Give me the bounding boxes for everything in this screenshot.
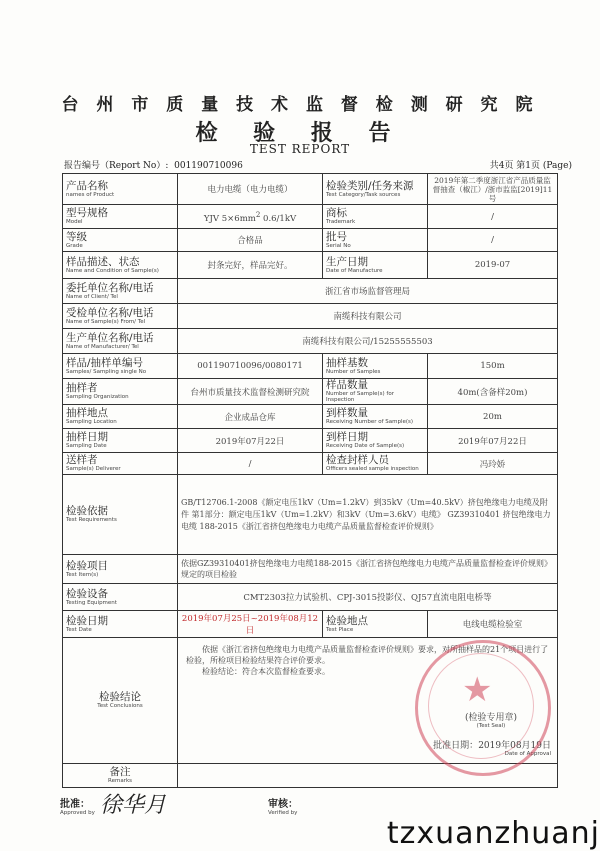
table-row — [63, 429, 558, 453]
field-label: 抽样地点 — [66, 407, 108, 419]
table-row — [63, 611, 558, 638]
report-subtitle: TEST REPORT — [249, 142, 351, 156]
label-cell — [63, 229, 178, 252]
label-cell — [323, 611, 428, 638]
field-label-en: Sampling Organization — [66, 394, 129, 400]
label-cell — [63, 405, 178, 429]
field-label-en: Receiving Date of Sample(s) — [326, 443, 405, 449]
report-number — [64, 158, 243, 171]
requirements-value: GB/T12706.1-2008《额定电压1kV（Um=1.2kV）到35kV（Um=40.5kV）挤包绝缘电力电缆及附件 第1部分：额定电压1kV（Um=1.2kV）和3kV（Um=3.6kV）电缆》 GZ39310401 挤包绝缘电力电缆 188-2015《浙江省挤包绝缘电力电缆产品质量监督检查评价规则》 — [178, 475, 558, 555]
table-row — [63, 229, 558, 252]
label-cell — [63, 279, 178, 304]
field-label: 受检单位名称/电话 — [66, 306, 154, 319]
field-label-en: Testing Equipment — [66, 599, 117, 606]
label-cell — [63, 638, 178, 764]
label-cell — [63, 379, 178, 405]
field-label: 检验类别/任务来源 — [326, 179, 414, 192]
label-cell — [63, 429, 178, 453]
sampling-date-value: 2019年07月22日 — [178, 429, 323, 453]
field-label-en: Officers sealed sample inspection — [326, 466, 419, 472]
field-label-en: Trademark — [326, 219, 356, 225]
label-cell — [323, 453, 428, 475]
test-place-value: 电线电缆检验室 — [428, 611, 558, 638]
seal-label-cn: (检验专用章) — [464, 713, 517, 723]
approved-label: 批准： — [60, 799, 90, 810]
table-row — [63, 379, 558, 405]
field-label-en: Grade — [66, 242, 83, 249]
field-label-en: Samples/ Sampling single No — [66, 368, 147, 375]
field-label: 商标 — [326, 207, 347, 219]
field-label: 抽样者 — [66, 382, 98, 394]
field-label: 检验日期 — [66, 614, 108, 627]
field-label-en: names of Product — [66, 191, 115, 198]
page-info: 共4页 第1页 (Page) — [489, 161, 572, 171]
inspected-unit-value: 南缆科技有限公司 — [178, 304, 558, 329]
table-row — [63, 174, 558, 205]
table-row — [63, 475, 558, 555]
model-value-voltage: 0.6/1kV — [260, 213, 297, 224]
sample-qty-value: 40m(含备样20m) — [428, 379, 558, 405]
field-label: 检验设备 — [66, 587, 108, 600]
field-label: 送样者 — [66, 454, 98, 466]
arrival-date-value: 2019年07月22日 — [428, 429, 558, 453]
items-value: 依据GZ39310401挤包绝缘电力电缆188-2015《浙江省挤包绝缘电力电缆产品质量监督检查评价规则》规定的项目检验 — [178, 555, 558, 584]
field-label-en: Test Conclusions — [97, 703, 143, 709]
seal-star-icon: ★ — [462, 670, 493, 710]
field-label-en: Name of Manufacturer/ Tel — [66, 343, 139, 350]
label-cell — [63, 611, 178, 638]
label-cell — [323, 174, 428, 205]
field-label: 样品描述、状态 — [66, 255, 140, 268]
table-row — [63, 405, 558, 429]
field-label: 样品/抽样单编号 — [66, 356, 144, 369]
field-label-en: Name and Condition of Sample(s) — [66, 267, 159, 274]
table-row — [63, 329, 558, 354]
client-value: 浙江省市场监督管理局 — [178, 279, 558, 304]
report-number-label: 报告编号（Report No）: — [64, 161, 169, 171]
sample-desc-value: 封条完好，样品完好。 — [178, 252, 323, 279]
conclusion-text: 依据《浙江省挤包绝缘电力电缆产品质量监督检查评价规则》要求，对所抽样品的21个项目进行了检验，所检项目检验结果符合评价要求。 — [186, 645, 549, 665]
seal-label-en: (Test Seal) — [476, 723, 506, 729]
label-cell — [323, 379, 428, 405]
deliverer-value: / — [178, 453, 323, 475]
table-row — [63, 279, 558, 304]
label-cell — [63, 764, 178, 788]
approved-by — [60, 795, 95, 816]
field-label-en: Serial No — [326, 242, 351, 249]
field-label: 等级 — [66, 230, 87, 243]
field-label: 委托单位名称/电话 — [66, 281, 154, 294]
field-label: 检验项目 — [66, 559, 108, 572]
field-label-en: Test Item(s) — [66, 571, 99, 578]
table-row — [63, 354, 558, 379]
label-cell — [63, 475, 178, 555]
field-label: 到样数量 — [326, 407, 368, 419]
verified-label-en: Verified by — [268, 810, 298, 816]
field-label: 检查封样人员 — [326, 454, 389, 466]
field-label: 检验地点 — [326, 614, 368, 627]
label-cell — [63, 205, 178, 229]
label-cell — [63, 174, 178, 205]
sampler-value: 台州市质量技术监督检测研究院 — [178, 379, 323, 405]
table-row — [63, 205, 558, 229]
report-number-value: 001190710096 — [174, 161, 243, 171]
field-label: 批号 — [326, 230, 347, 243]
field-label: 抽样基数 — [326, 356, 368, 369]
base-qty-value: 150m — [428, 354, 558, 379]
field-label-en: Number of Samples — [326, 368, 381, 375]
model-value — [178, 205, 323, 229]
field-label-en: Date of Manufacture — [326, 267, 383, 274]
grade-value: 合格品 — [178, 229, 323, 252]
verified-label: 审核： — [268, 799, 298, 810]
sample-no-value: 001190710096/0080171 — [178, 354, 323, 379]
approved-label-en: Approved by — [60, 810, 95, 816]
approval-date-label: 批准日期： — [433, 741, 479, 751]
field-label: 抽样日期 — [66, 431, 108, 443]
report-title: 检 验 报 告 — [195, 120, 405, 146]
label-cell — [323, 252, 428, 279]
field-label-en: Number of Sample(s) for Inspection — [326, 391, 394, 403]
manufacture-date-value: 2019-07 — [428, 252, 558, 279]
conclusion-result: 检验结论：符合本次监督检查要求。 — [202, 667, 330, 676]
table-row — [63, 252, 558, 279]
label-cell — [63, 354, 178, 379]
table-row — [63, 584, 558, 611]
label-cell — [63, 329, 178, 354]
label-cell — [323, 354, 428, 379]
sealer-value: 冯玲娇 — [428, 453, 558, 475]
test-date-value: 2019年07月25日~2019年08月12日 — [178, 611, 323, 638]
category-value: 2019年第二季度浙江省产品质量监督抽查（椒江）/浙市监监[2019]11号 — [428, 174, 558, 205]
table-row — [63, 555, 558, 584]
field-label: 生产日期 — [326, 255, 368, 268]
label-cell — [63, 304, 178, 329]
field-label-en: Name of Sample(s) From/ Tel — [66, 318, 146, 325]
field-label: 备注 — [109, 766, 131, 778]
product-name-value: 电力电缆（电力电缆） — [178, 174, 323, 205]
approved-signature: 徐华月 — [100, 793, 167, 818]
approval-date-value: 2019年08月19日 — [478, 741, 551, 751]
approval-date-en: Date of Approval — [504, 751, 551, 757]
field-label-en: Sample(s) Deliverer — [66, 466, 121, 472]
label-cell — [323, 205, 428, 229]
label-cell — [63, 453, 178, 475]
received-qty-value: 20m — [428, 405, 558, 429]
field-label: 样品数量 — [326, 379, 368, 391]
label-cell — [63, 584, 178, 611]
institute-name: 台 州 市 质 量 技 术 监 督 检 测 研 究 院 — [61, 95, 539, 115]
field-label: 检验依据 — [66, 505, 108, 517]
label-cell — [323, 405, 428, 429]
field-label: 生产单位名称/电话 — [66, 331, 154, 344]
trademark-value: / — [428, 205, 558, 229]
field-label-en: Test Category/Task sources — [326, 191, 401, 198]
manufacturer-value: 南缆科技有限公司/15255555503 — [178, 329, 558, 354]
field-label-en: Test Place — [326, 626, 354, 633]
field-label-en: Name of Client/ Tel — [66, 293, 118, 300]
label-cell — [63, 555, 178, 584]
field-label: 检验结论 — [99, 691, 141, 703]
watermark: tzxuanzhuanj — [386, 816, 600, 851]
field-label-en: Remarks — [108, 778, 132, 784]
table-row — [63, 453, 558, 475]
field-label: 到样日期 — [326, 431, 368, 443]
model-value-sup: 2 — [255, 209, 261, 219]
field-label-en: Sampling Location — [66, 419, 117, 425]
location-value: 企业成品仓库 — [178, 405, 323, 429]
verified-by — [268, 795, 298, 816]
field-label-en: Test Requirements — [66, 517, 117, 523]
label-cell — [323, 229, 428, 252]
label-cell — [323, 429, 428, 453]
field-label-en: Receiving Number of Sample(s) — [326, 419, 414, 425]
model-value-main: YJV 5×6mm — [203, 213, 256, 224]
field-label-en: Sampling Date — [66, 443, 107, 449]
batch-value: / — [428, 229, 558, 252]
equipment-value: CMT2303拉力试验机、CPJ-3015投影仪、QJ57直流电阻电桥等 — [178, 584, 558, 611]
table-row — [63, 304, 558, 329]
field-label: 型号规格 — [66, 207, 108, 219]
field-label: 产品名称 — [66, 179, 108, 192]
field-label-en: Model — [66, 219, 83, 225]
label-cell — [63, 252, 178, 279]
field-label-en: Test Date — [66, 626, 92, 633]
